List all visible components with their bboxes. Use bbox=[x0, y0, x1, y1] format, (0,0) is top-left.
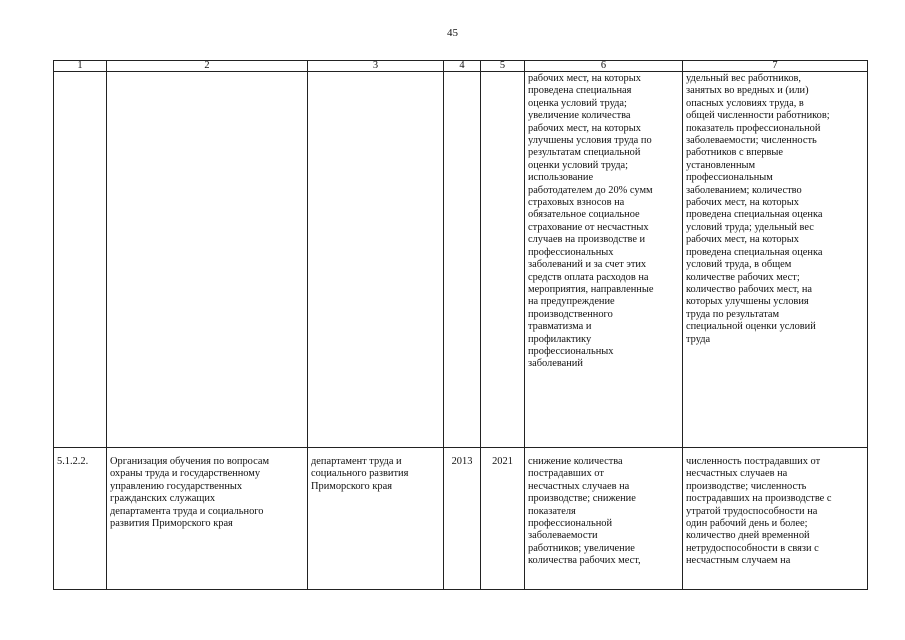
expected-result-cell: рабочих мест, на которых проведена специальная оценка условий труда; увеличение количества рабочих мест, на которых улучшены условия труда по результатам специальной оценки условий труда; использование работодателем до 20% сумм страховых взносов на обязательное социальное страхование от несчастных случаев на производстве и профессиональных заболеваний и за счет этих средств оплата расходов на мероприятия, направленные на предупреждение производственного травматизма и профилактику профессиональных заболеваний bbox=[525, 72, 683, 448]
item-number-cell: 5.1.2.2. bbox=[54, 448, 107, 590]
indicator-cell: удельный вес работников, занятых во вредных и (или) опасных условиях труда, в общей численности работников; показатель профессиональной заболеваемости; численность работников с впервые установленным профессиональным заболеванием; количество рабочих мест, на которых проведена специальная оценка условий труда; удельный вес рабочих мест, на которых проведена специальная оценка условий труда, в общем количестве рабочих мест; количество рабочих мест, на которых улучшены условия труда по результатам специальной оценки условий труда bbox=[683, 72, 868, 448]
indicator-cell: численность пострадавших от несчастных случаев на производстве; численность пострадавших на производстве с утратой трудоспособности на один рабочий день и более; количество дней временной нетрудоспособности в связи с несчастным случаем на bbox=[683, 448, 868, 590]
program-table bbox=[53, 60, 868, 590]
start-year-cell bbox=[444, 72, 481, 448]
end-year-cell: 2021 bbox=[481, 448, 525, 590]
executor-cell bbox=[308, 72, 444, 448]
table-row bbox=[54, 448, 868, 590]
column-number: 7 bbox=[683, 61, 868, 72]
executor-cell: департамент труда и социального развития Приморского края bbox=[308, 448, 444, 590]
table-row bbox=[54, 72, 868, 448]
column-number: 4 bbox=[444, 61, 481, 72]
item-number-cell bbox=[54, 72, 107, 448]
activity-name-cell bbox=[107, 72, 308, 448]
column-number: 3 bbox=[308, 61, 444, 72]
expected-result-cell: снижение количества пострадавших от несчастных случаев на производстве; снижение показателя профессиональной заболеваемости работников; увеличение количества рабочих мест, bbox=[525, 448, 683, 590]
column-number: 2 bbox=[107, 61, 308, 72]
page-number: 45 bbox=[447, 27, 458, 39]
column-number: 1 bbox=[54, 61, 107, 72]
activity-name-cell: Организация обучения по вопросам охраны труда и государственному управлению государственных гражданских служащих департамента труда и социального развития Приморского края bbox=[107, 448, 308, 590]
start-year-cell: 2013 bbox=[444, 448, 481, 590]
column-number: 6 bbox=[525, 61, 683, 72]
end-year-cell bbox=[481, 72, 525, 448]
column-number: 5 bbox=[481, 61, 525, 72]
column-number-row bbox=[54, 61, 868, 72]
